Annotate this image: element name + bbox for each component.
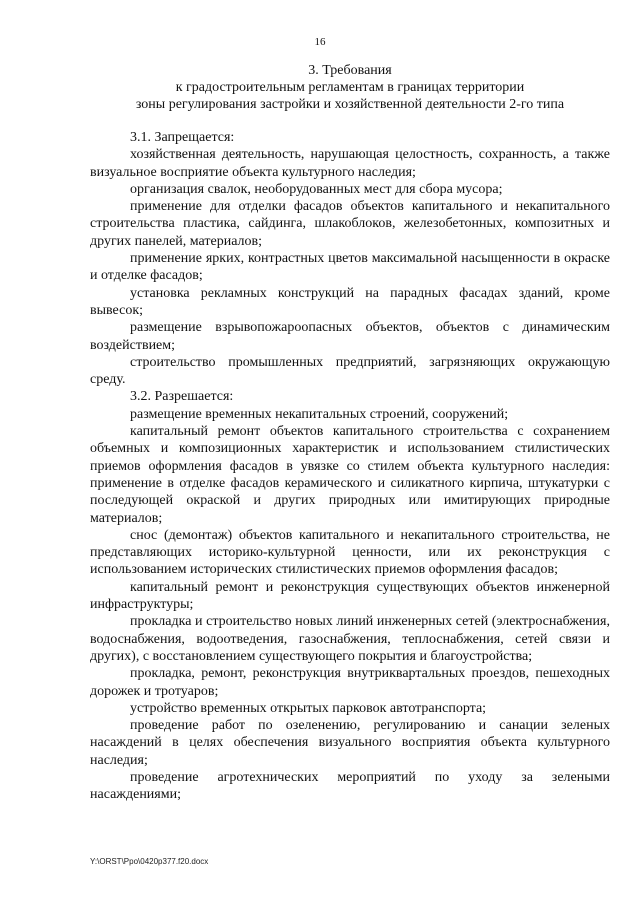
- subsection-title-3-2: 3.2. Разрешается:: [130, 389, 234, 405]
- heading-line-1: 3. Требования: [308, 63, 392, 78]
- permitted-item-2: капитальный ремонт объектов капитального строительства с сохранением объемных и композиционных характеристик и использованием стилистических приемов оформления фасадов в увязке со стилем объекта культурного наследия: применение в отделке фасадов керамического и силикатного кирпича, штукатурки с последующей окраской и других природных или имитирующих природные материалов;: [90, 424, 610, 526]
- prohibited-item-2: организация свалок, необорудованных мест для сбора мусора;: [130, 181, 503, 197]
- section-heading: [90, 62, 610, 113]
- permitted-item-4: капитальный ремонт и реконструкция существующих объектов инженерной инфраструктуры;: [90, 579, 610, 613]
- permitted-item-3: снос (демонтаж) объектов капитального и некапитального строительства, не представляющих историко-культурной ценности, или их реконструкция с использованием исторических стилистических приемов оформления фасадов;: [90, 527, 610, 578]
- prohibited-item-1: хозяйственная деятельность, нарушающая целостность, сохранность, а также визуальное восприятие объекта культурного наследия;: [90, 147, 610, 180]
- prohibited-item-6: размещение взрывопожароопасных объектов, объектов с динамическим воздействием;: [90, 320, 610, 353]
- permitted-item-6: прокладка, ремонт, реконструкция внутриквартальных проездов, пешеходных дорожек и тротуаров;: [90, 666, 610, 699]
- heading-line-2: к градостроительным регламентам в границах территории: [175, 80, 525, 95]
- document-body: [90, 129, 610, 804]
- prohibited-item-3: применение для отделки фасадов объектов капитального и некапитального строительства пластика, сайдинга, шлакоблоков, железобетонных, композитных и других панелей, материалов;: [90, 199, 610, 249]
- prohibited-item-7: строительство промышленных предприятий, загрязняющих окружающую среду.: [90, 354, 610, 388]
- file-path-footer: Y:\ORST\Ppo\0420p377.f20.docx: [90, 857, 209, 866]
- permitted-item-7: устройство временных открытых парковок автотранспорта;: [130, 700, 487, 716]
- prohibited-item-5: установка рекламных конструкций на парадных фасадах зданий, кроме вывесок;: [90, 285, 610, 318]
- subsection-title-3-1: 3.1. Запрещается:: [130, 130, 235, 145]
- permitted-item-8: проведение работ по озеленению, регулированию и санации зеленых насаждений в целях обеспечения визуального восприятия объекта культурного наследия;: [90, 718, 610, 768]
- permitted-item-1: размещение временных некапитальных строений, сооружений;: [130, 406, 509, 422]
- prohibited-item-4: применение ярких, контрастных цветов максимальной насыщенности в окраске и отделке фасадов;: [90, 251, 610, 284]
- permitted-item-9: проведение агротехнических мероприятий по уходу за зелеными насаждениями;: [90, 769, 610, 803]
- page-number: 16: [314, 36, 326, 48]
- heading-line-3: зоны регулирования застройки и хозяйственной деятельности 2-го типа: [135, 97, 565, 112]
- permitted-item-5: прокладка и строительство новых линий инженерных сетей (электроснабжения, водоснабжения, водоотведения, газоснабжения, теплоснабжения, сетей связи и других), с восстановлением существующего покрытия и благоустройства;: [90, 614, 610, 664]
